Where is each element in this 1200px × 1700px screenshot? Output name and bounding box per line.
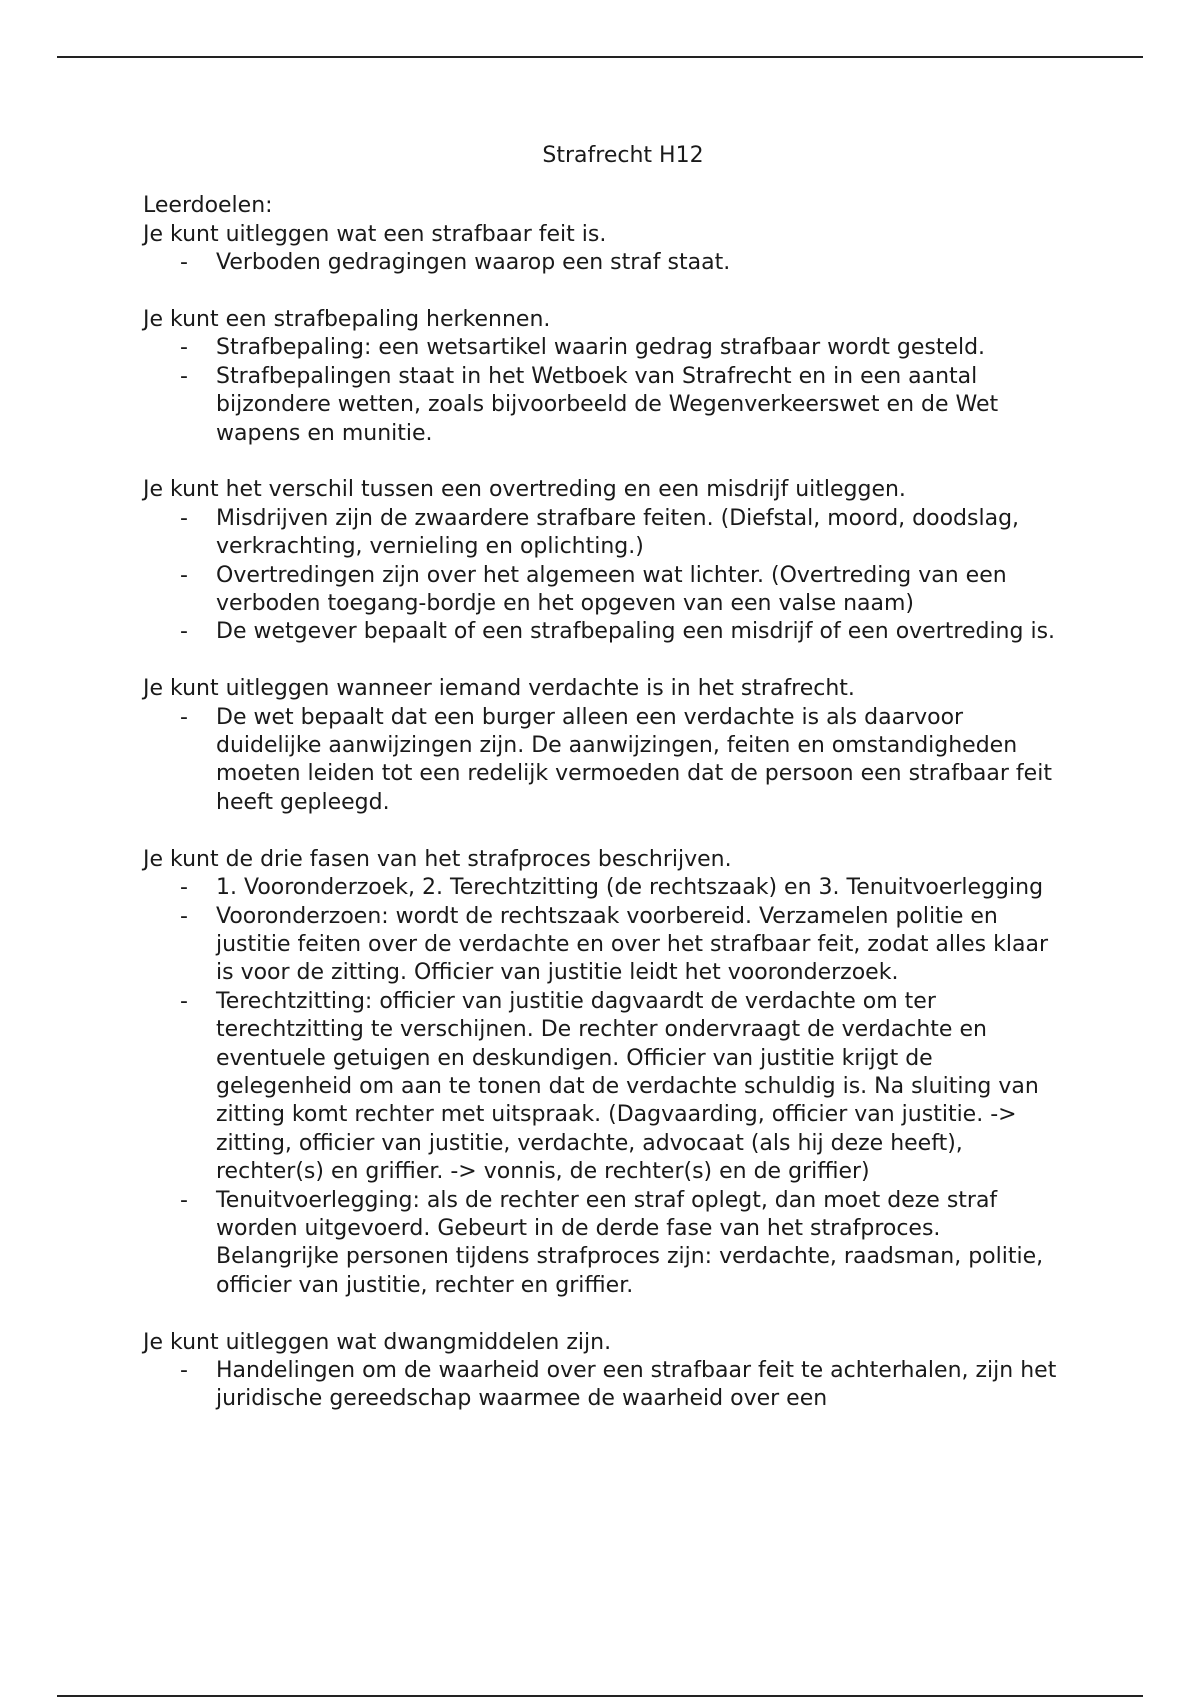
bullet-list	[143, 505, 1063, 647]
list-item-text: De wetgever bepaalt of een strafbepaling een misdrijf of een overtreding is.	[216, 619, 1056, 645]
list-item	[143, 1357, 1063, 1414]
section-heading: Je kunt uitleggen wat een strafbaar feit is.	[143, 221, 607, 247]
bullet-marker: -	[180, 704, 188, 730]
section-heading: Je kunt uitleggen wat dwangmiddelen zijn.	[143, 1329, 612, 1355]
bullet-marker: -	[180, 903, 188, 929]
section-heading: Je kunt uitleggen wanneer iemand verdachte is in het strafrecht.	[143, 676, 855, 702]
list-item	[143, 363, 1063, 448]
bullet-marker: -	[180, 250, 188, 276]
bullet-marker: -	[180, 562, 188, 588]
section-verdachte	[143, 675, 1063, 817]
section-dwangmiddelen	[143, 1329, 1063, 1414]
list-item-text: Strafbepalingen staat in het Wetboek van Strafrecht en in een aantal bijzondere wetten, zoals bijvoorbeeld de Wegenverkeerswet en de Wet wapens en munitie.	[216, 363, 999, 446]
list-item	[143, 249, 1063, 277]
document-page	[143, 142, 1063, 1442]
list-item-text: Verboden gedragingen waarop een straf staat.	[216, 250, 731, 276]
list-item	[143, 874, 1063, 902]
bullet-list	[143, 704, 1063, 818]
list-item	[143, 1187, 1063, 1301]
list-item-text: De wet bepaalt dat een burger alleen een verdachte is als daarvoor duidelijke aanwijzingen zijn. De aanwijzingen, feiten en omstandigheden moeten leiden tot een redelijk vermoeden dat de persoon een strafbaar feit heeft gepleegd.	[216, 704, 1052, 815]
list-item	[143, 903, 1063, 988]
bullet-marker: -	[180, 335, 188, 361]
section-strafbaar-feit	[143, 221, 1063, 278]
bullet-marker: -	[180, 1357, 188, 1383]
section-overtreding-misdrijf	[143, 476, 1063, 646]
bullet-list	[143, 334, 1063, 448]
bullet-list	[143, 874, 1063, 1300]
list-item	[143, 334, 1063, 362]
list-item	[143, 618, 1063, 646]
bullet-marker: -	[180, 1187, 188, 1213]
list-item-text: Terechtzitting: officier van justitie dagvaardt de verdachte om ter terechtzitting te verschijnen. De rechter ondervraagt de verdachte en eventuele getuigen en deskundigen. Officier van justitie krijgt de gelegenheid om aan te tonen dat de verdachte schuldig is. Na sluiting van zitting komt rechter met uitspraak. (Dagvaarding, officier van justitie. -> zitting, officier van justitie, verdachte, advocaat (als hij deze heeft), rechter(s) en griffier. -> vonnis, de rechter(s) en de griffier)	[216, 988, 1039, 1185]
list-item-text: Vooronderzoen: wordt de rechtszaak voorbereid. Verzamelen politie en justitie feiten over de verdachte en over het strafbaar feit, zodat alles klaar is voor de zitting. Officier van justitie leidt het vooronderzoek.	[216, 903, 1048, 986]
bullet-marker: -	[180, 619, 188, 645]
list-item-text: Overtredingen zijn over het algemeen wat lichter. (Overtreding van een verboden toegang-bordje en het opgeven van een valse naam)	[216, 562, 1007, 617]
section-heading: Je kunt de drie fasen van het strafproces beschrijven.	[143, 846, 732, 872]
list-item-text: Handelingen om de waarheid over een strafbaar feit te achterhalen, zijn het juridische gereedschap waarmee de waarheid over een	[216, 1357, 1057, 1412]
bullet-list	[143, 249, 1063, 277]
list-item-text: Tenuitvoerlegging: als de rechter een straf oplegt, dan moet deze straf worden uitgevoerd. Gebeurt in de derde fase van het strafproces. Belangrijke personen tijdens strafproces zijn: verdachte, raadsman, politie, officier van justitie, rechter en griffier.	[216, 1187, 1044, 1298]
list-item-text: Misdrijven zijn de zwaardere strafbare feiten. (Diefstal, moord, doodslag, verkrachting, vernieling en oplichting.)	[216, 505, 1020, 560]
bullet-marker: -	[180, 505, 188, 531]
footer-rule	[57, 1695, 1143, 1697]
header-rule	[57, 56, 1143, 58]
list-item	[143, 505, 1063, 562]
section-strafproces-fasen	[143, 846, 1063, 1301]
bullet-list	[143, 1357, 1063, 1414]
list-item	[143, 562, 1063, 619]
document-title: Strafrecht H12	[542, 143, 704, 168]
bullet-marker: -	[180, 875, 188, 901]
section-heading: Je kunt het verschil tussen een overtreding en een misdrijf uitleggen.	[143, 477, 906, 503]
section-strafbepaling	[143, 306, 1063, 448]
section-heading: Je kunt een strafbepaling herkennen.	[143, 307, 551, 333]
list-item	[143, 988, 1063, 1187]
bullet-marker: -	[180, 988, 188, 1014]
bullet-marker: -	[180, 363, 188, 389]
list-item-text: 1. Vooronderzoek, 2. Terechtzitting (de rechtszaak) en 3. Tenuitvoerlegging	[216, 875, 1044, 901]
intro-label: Leerdoelen:	[143, 193, 273, 219]
list-item-text: Strafbepaling: een wetsartikel waarin gedrag strafbaar wordt gesteld.	[216, 335, 986, 361]
list-item	[143, 704, 1063, 818]
